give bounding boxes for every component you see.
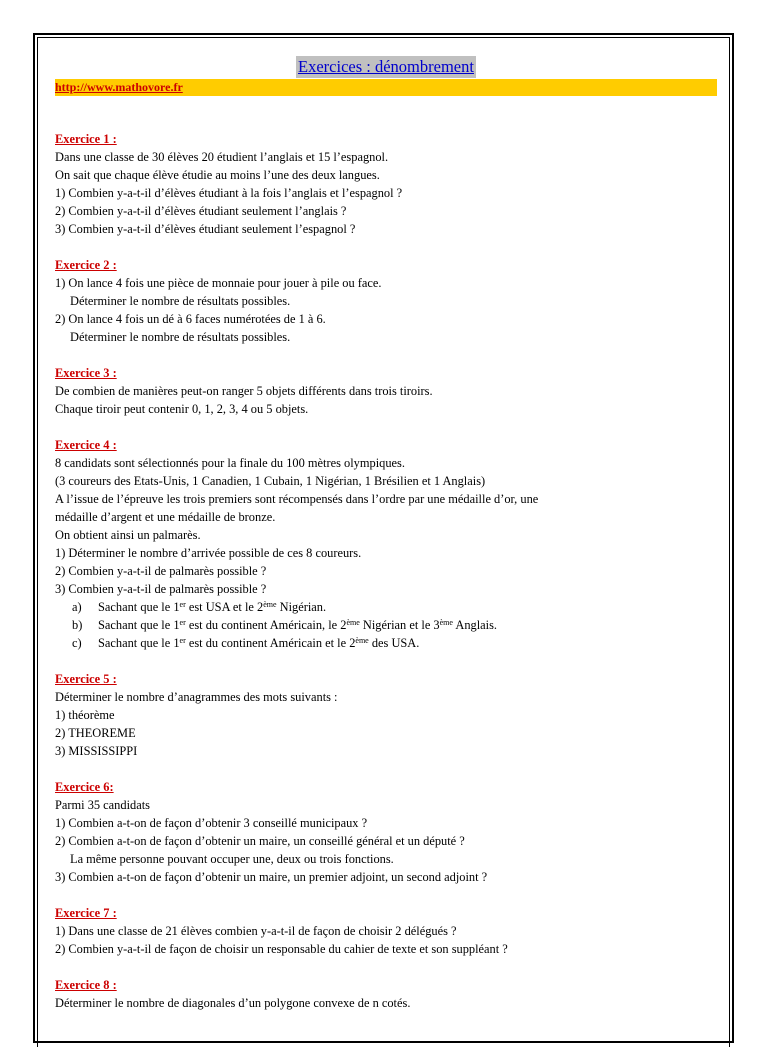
question-line: 2) Combien y-a-t-il de façon de choisir un responsable du cahier de texte et son suppléant ? (55, 942, 508, 956)
sub-question-c: c) Sachant que le 1er est du continent Américain et le 2ème des USA. (72, 636, 420, 650)
text-line: Déterminer le nombre d’anagrammes des mots suivants : (55, 690, 338, 704)
question-line: 3) Combien a-t-on de façon d’obtenir un maire, un premier adjoint, un second adjoint ? (55, 870, 488, 884)
question-line: 2) Combien y-a-t-il d’élèves étudiant seulement l’anglais ? (55, 204, 347, 218)
text-line: On sait que chaque élève étudie au moins l’une des deux langues. (55, 168, 380, 182)
exercise-title: Exercice 3 : (55, 366, 117, 380)
page-title: Exercices : dénombrement (298, 57, 474, 76)
sub-label: b) (72, 618, 83, 632)
text-line: 8 candidats sont sélectionnés pour la finale du 100 mètres olympiques. (55, 456, 405, 470)
exercise-title: Exercice 8 : (55, 978, 117, 992)
exercise-3 (55, 364, 717, 418)
text-line: La même personne pouvant occuper une, deux ou trois fonctions. (70, 852, 394, 866)
question-line: 2) Combien y-a-t-il de palmarès possible ? (55, 564, 267, 578)
url-banner (55, 79, 717, 96)
exercise-title: Exercice 2 : (55, 258, 117, 272)
document-body (55, 56, 717, 1012)
text-line: Parmi 35 candidats (55, 798, 150, 812)
exercise-2 (55, 256, 717, 346)
question-line: Déterminer le nombre de résultats possibles. (70, 294, 291, 308)
question-line: 2) THEOREME (55, 726, 136, 740)
text-line: Chaque tiroir peut contenir 0, 1, 2, 3, 4 ou 5 objets. (55, 402, 309, 416)
exercise-5 (55, 670, 717, 760)
text-line: A l’issue de l’épreuve les trois premiers sont récompensés dans l’ordre par une médaille d’or, une (55, 492, 539, 506)
sub-question-a: a) Sachant que le 1er est USA et le 2ème Nigérian. (72, 600, 327, 614)
question-line: 1) On lance 4 fois une pièce de monnaie pour jouer à pile ou face. (55, 276, 382, 290)
exercise-title: Exercice 7 : (55, 906, 117, 920)
question-line: 1) théorème (55, 708, 115, 722)
question-line: 3) Combien y-a-t-il de palmarès possible ? (55, 582, 267, 596)
exercise-7 (55, 904, 717, 958)
question-line: 1) Dans une classe de 21 élèves combien y-a-t-il de façon de choisir 2 délégués ? (55, 924, 457, 938)
question-line: 2) Combien a-t-on de façon d’obtenir un maire, un conseillé général et un député ? (55, 834, 465, 848)
title-row (55, 56, 717, 79)
text-line: Déterminer le nombre de diagonales d’un polygone convexe de n cotés. (55, 996, 411, 1010)
question-line: 1) Combien y-a-t-il d’élèves étudiant à la fois l’anglais et l’espagnol ? (55, 186, 403, 200)
text-line: Dans une classe de 30 élèves 20 étudient l’anglais et 15 l’espagnol. (55, 150, 389, 164)
text-line: (3 coureurs des Etats-Unis, 1 Canadien, 1 Cubain, 1 Nigérian, 1 Brésilien et 1 Anglais) (55, 474, 486, 488)
exercise-title: Exercice 4 : (55, 438, 117, 452)
exercise-title: Exercice 6: (55, 780, 114, 794)
question-line: Déterminer le nombre de résultats possibles. (70, 330, 291, 344)
text-line: On obtient ainsi un palmarès. (55, 528, 201, 542)
question-line: 3) Combien y-a-t-il d’élèves étudiant seulement l’espagnol ? (55, 222, 356, 236)
question-line: 1) Déterminer le nombre d’arrivée possible de ces 8 coureurs. (55, 546, 362, 560)
text-line: De combien de manières peut-on ranger 5 objets différents dans trois tiroirs. (55, 384, 433, 398)
exercise-1 (55, 130, 717, 238)
question-line: 1) Combien a-t-on de façon d’obtenir 3 conseillé municipaux ? (55, 816, 368, 830)
text-line: médaille d’argent et une médaille de bronze. (55, 510, 276, 524)
sub-question-b: b) Sachant que le 1er est du continent Américain, le 2ème Nigérian et le 3ème Anglais. (72, 618, 498, 632)
exercise-6 (55, 778, 717, 886)
exercise-8 (55, 976, 717, 1012)
exercise-4 (55, 436, 717, 652)
site-link[interactable]: http://www.mathovore.fr (55, 80, 183, 94)
exercise-title: Exercice 1 : (55, 132, 117, 146)
sub-label: c) (72, 636, 82, 650)
sub-label: a) (72, 600, 82, 614)
question-line: 2) On lance 4 fois un dé à 6 faces numérotées de 1 à 6. (55, 312, 326, 326)
exercise-title: Exercice 5 : (55, 672, 117, 686)
question-line: 3) MISSISSIPPI (55, 744, 138, 758)
